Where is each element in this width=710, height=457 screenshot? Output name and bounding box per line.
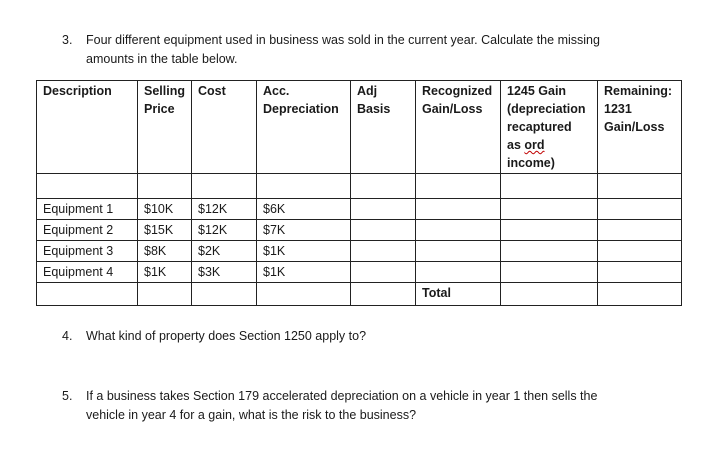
question-5 xyxy=(62,387,672,425)
header-remaining-1231: Remaining: 1231 Gain/Loss xyxy=(598,81,682,174)
cell-cost: $3K xyxy=(192,262,257,283)
header-selling-price: Selling Price xyxy=(138,81,192,174)
cell-adj-basis xyxy=(351,241,416,262)
question-3-text-line-1: Four different equipment used in business was sold in the current year. Calculate the missing xyxy=(86,33,600,47)
question-5-number: 5. xyxy=(62,389,73,403)
cell-recognized-gain-loss xyxy=(416,262,501,283)
cell-description: Equipment 3 xyxy=(37,241,138,262)
cell-1245-gain xyxy=(501,199,598,220)
header-adj-basis: Adj Basis xyxy=(351,81,416,174)
cell-1245-gain xyxy=(501,241,598,262)
cell-selling-price: $15K xyxy=(138,220,192,241)
question-3-number: 3. xyxy=(62,33,73,47)
cell-adj-basis xyxy=(351,199,416,220)
cell-cost: $2K xyxy=(192,241,257,262)
cell-recognized-gain-loss xyxy=(416,199,501,220)
cell-acc-depreciation: $1K xyxy=(257,262,351,283)
header-recognized-gain-loss: Recognized Gain/Loss xyxy=(416,81,501,174)
cell-cost: $12K xyxy=(192,199,257,220)
cell-remaining-1231 xyxy=(598,262,682,283)
cell-remaining-1231 xyxy=(598,199,682,220)
header-cost: Cost xyxy=(192,81,257,174)
question-5-text-line-2: vehicle in year 4 for a gain, what is the risk to the business? xyxy=(86,408,417,422)
table-row xyxy=(37,220,682,241)
spellcheck-underlined-word: ord xyxy=(524,138,545,152)
table-row xyxy=(37,199,682,220)
cell-remaining-1231 xyxy=(598,220,682,241)
table-row xyxy=(37,262,682,283)
cell-remaining-1231 xyxy=(598,241,682,262)
cell-description: Equipment 2 xyxy=(37,220,138,241)
table-total-row xyxy=(37,283,682,306)
cell-1245-gain xyxy=(501,220,598,241)
question-3-text-line-2: amounts in the table below. xyxy=(86,52,238,66)
question-5-text-line-1: If a business takes Section 179 accelerated depreciation on a vehicle in year 1 then sells the xyxy=(86,389,598,403)
total-label: Total xyxy=(416,283,501,306)
question-3 xyxy=(62,31,662,69)
table-header-row xyxy=(37,81,682,174)
cell-adj-basis xyxy=(351,262,416,283)
cell-acc-depreciation: $1K xyxy=(257,241,351,262)
cell-adj-basis xyxy=(351,220,416,241)
header-1245-gain: 1245 Gain (depreciation recaptured as ord income) xyxy=(501,81,598,174)
question-4 xyxy=(62,327,662,346)
table-spacer-row xyxy=(37,174,682,199)
header-description: Description xyxy=(37,81,138,174)
cell-acc-depreciation: $7K xyxy=(257,220,351,241)
cell-selling-price: $1K xyxy=(138,262,192,283)
cell-recognized-gain-loss xyxy=(416,241,501,262)
cell-cost: $12K xyxy=(192,220,257,241)
cell-1245-gain xyxy=(501,262,598,283)
table-row xyxy=(37,241,682,262)
cell-selling-price: $10K xyxy=(138,199,192,220)
equipment-table xyxy=(36,80,682,306)
cell-description: Equipment 1 xyxy=(37,199,138,220)
question-4-number: 4. xyxy=(62,329,73,343)
cell-description: Equipment 4 xyxy=(37,262,138,283)
question-4-text: What kind of property does Section 1250 apply to? xyxy=(86,329,367,343)
cell-acc-depreciation: $6K xyxy=(257,199,351,220)
cell-recognized-gain-loss xyxy=(416,220,501,241)
header-acc-depreciation: Acc. Depreciation xyxy=(257,81,351,174)
cell-selling-price: $8K xyxy=(138,241,192,262)
